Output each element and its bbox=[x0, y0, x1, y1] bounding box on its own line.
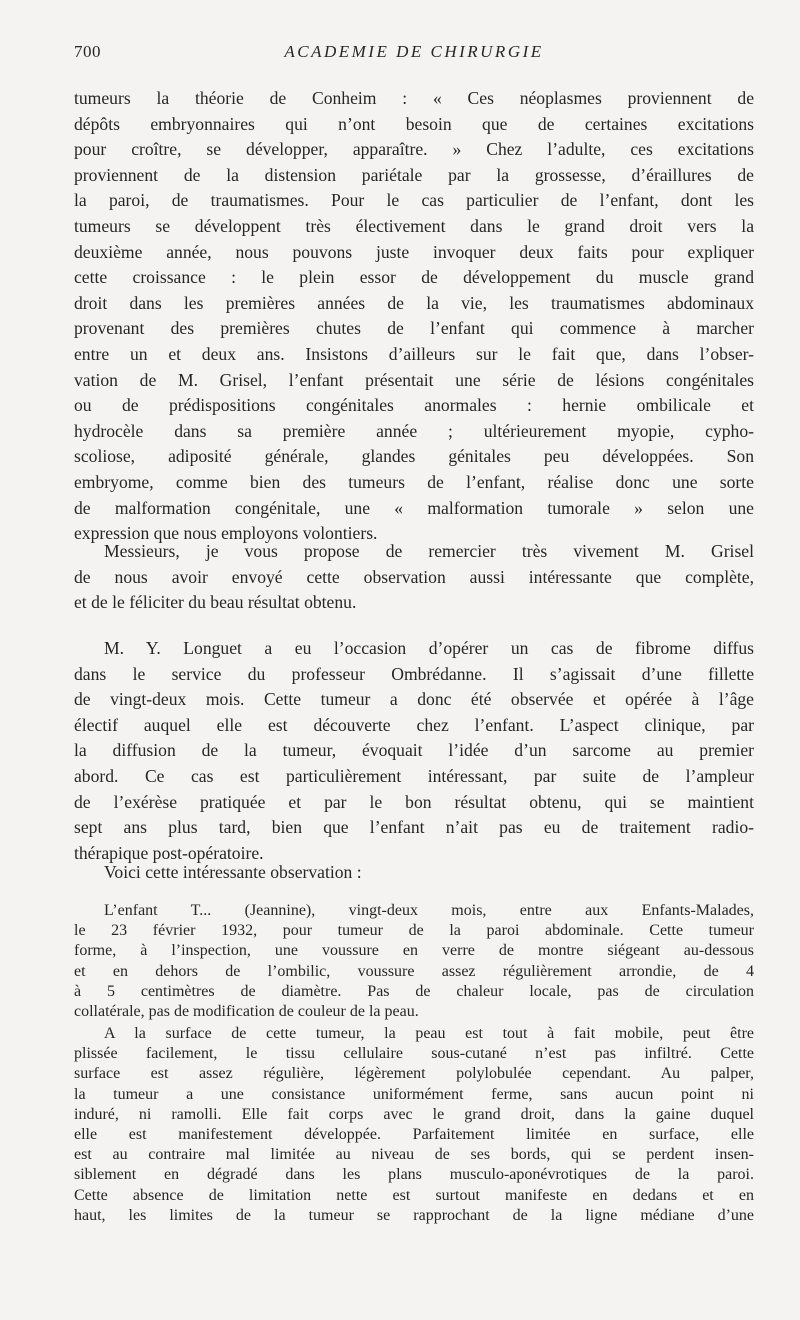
text-line: la tumeur a une consistance uniformément ferme, sans aucun point ni bbox=[74, 1085, 754, 1103]
text-line: provenant des premières chutes de l’enfant qui commence à marcher bbox=[74, 318, 754, 339]
running-header bbox=[74, 42, 754, 66]
paragraph-case-presentation bbox=[74, 901, 754, 1022]
paragraph-observation-intro bbox=[74, 860, 754, 886]
text-line: Messieurs, je vous propose de remercier très vivement M. Grisel bbox=[104, 541, 754, 561]
text-line: tumeurs se développent très électivement dans le grand droit vers la bbox=[74, 215, 754, 236]
text-line: dépôts embryonnaires qui n’ont besoin que de certaines excitations bbox=[74, 113, 754, 134]
text-line: forme, à l’inspection, une voussure en verre de montre siégeant au-dessous bbox=[74, 942, 754, 960]
text-line: expression que nous employons volontiers. bbox=[74, 523, 378, 544]
text-line: le 23 février 1932, pour tumeur de la paroi abdominale. Cette tumeur bbox=[74, 922, 754, 940]
journal-title: ACADEMIE DE CHIRURGIE bbox=[284, 42, 544, 61]
text-line: vation de M. Grisel, l’enfant présentait une série de lésions congénitales bbox=[74, 369, 754, 390]
text-line: deuxième année, nous pouvons juste invoquer deux faits pour expliquer bbox=[74, 241, 754, 262]
text-line: à 5 centimètres de diamètre. Pas de chaleur locale, pas de circulation bbox=[74, 982, 754, 1000]
text-line: Voici cette intéressante observation : bbox=[104, 862, 362, 882]
text-line: la paroi, de traumatismes. Pour le cas particulier de l’enfant, dont les bbox=[74, 190, 754, 211]
text-line: siblement en dégradé dans les plans musculo-aponévrotiques de la paroi. bbox=[74, 1166, 754, 1184]
text-line: et en dehors de l’ombilic, voussure assez régulièrement arrondie, de 4 bbox=[74, 962, 754, 980]
text-line: de vingt-deux mois. Cette tumeur a donc été observée et opérée à l’âge bbox=[74, 689, 754, 710]
text-line: elle est manifestement développée. Parfaitement limitée en surface, elle bbox=[74, 1126, 754, 1144]
text-line: est au contraire mal limitée au niveau de ses bords, qui se perdent insen- bbox=[74, 1146, 754, 1164]
text-line: pour croître, se développer, apparaître. » Chez l’adulte, ces excitations bbox=[74, 139, 754, 160]
text-line: haut, les limites de la tumeur se rapprochant de la ligne médiane d’une bbox=[74, 1206, 754, 1224]
paragraph-thanks bbox=[74, 539, 754, 616]
text-line: tumeurs la théorie de Conheim : « Ces néoplasmes proviennent de bbox=[74, 88, 754, 108]
text-line: M. Y. Longuet a eu l’occasion d’opérer un cas de fibrome diffus bbox=[104, 638, 754, 658]
paragraph-tumor-surface bbox=[74, 1024, 754, 1226]
text-line: scoliose, adiposité générale, glandes génitales peu développées. Son bbox=[74, 446, 754, 467]
text-line: plissée facilement, le tissu cellulaire sous-cutané n’est pas infiltré. Cette bbox=[74, 1045, 754, 1063]
text-line: thérapique post-opératoire. bbox=[74, 842, 264, 863]
text-line: la diffusion de la tumeur, évoquait l’idée d’un sarcome au premier bbox=[74, 740, 754, 761]
text-line: collatérale, pas de modification de couleur de la peau. bbox=[74, 1003, 419, 1021]
text-line: droit dans les premières années de la vie, les traumatismes abdominaux bbox=[74, 292, 754, 313]
text-line: Cette absence de limitation nette est surtout manifeste en dedans et en bbox=[74, 1186, 754, 1204]
text-line: et de le féliciter du beau résultat obtenu. bbox=[74, 592, 357, 613]
text-line: de nous avoir envoyé cette observation aussi intéressante que complète, bbox=[74, 566, 754, 587]
page-number: 700 bbox=[74, 42, 101, 61]
paragraph-conheim-theory bbox=[74, 86, 754, 547]
text-line: induré, ni ramolli. Elle fait corps avec le grand droit, dans la gaine duquel bbox=[74, 1105, 754, 1123]
text-line: électif auquel elle est découverte chez l’enfant. L’aspect clinique, par bbox=[74, 714, 754, 735]
text-line: embryome, comme bien des tumeurs de l’enfant, réalise donc une sorte bbox=[74, 471, 754, 492]
text-line: cette croissance : le plein essor de développement du muscle grand bbox=[74, 267, 754, 288]
text-line: proviennent de la distension pariétale par la grossesse, d’éraillures de bbox=[74, 164, 754, 185]
text-line: ou de prédispositions congénitales anormales : hernie ombilicale et bbox=[74, 395, 754, 416]
paragraph-longuet-case bbox=[74, 636, 754, 866]
text-line: dans le service du professeur Ombrédanne. Il s’agissait d’une fillette bbox=[74, 663, 754, 684]
text-line: L’enfant T... (Jeannine), vingt-deux mois, entre aux Enfants-Malades, bbox=[104, 902, 754, 919]
text-line: A la surface de cette tumeur, la peau est tout à fait mobile, peut être bbox=[104, 1025, 754, 1042]
text-line: de malformation congénitale, une « malformation tumorale » selon une bbox=[74, 497, 754, 518]
text-line: de l’exérèse pratiquée et par le bon résultat obtenu, qui se maintient bbox=[74, 791, 754, 812]
text-line: surface est assez régulière, légèrement polylobulée cependant. Au palper, bbox=[74, 1065, 754, 1083]
text-line: hydrocèle dans sa première année ; ultérieurement myopie, cypho- bbox=[74, 420, 754, 441]
text-line: abord. Ce cas est particulièrement intéressant, par suite de l’ampleur bbox=[74, 765, 754, 786]
text-line: entre un et deux ans. Insistons d’ailleurs sur le fait que, dans l’obser- bbox=[74, 343, 754, 364]
text-line: sept ans plus tard, bien que l’enfant n’ait pas eu de traitement radio- bbox=[74, 817, 754, 838]
